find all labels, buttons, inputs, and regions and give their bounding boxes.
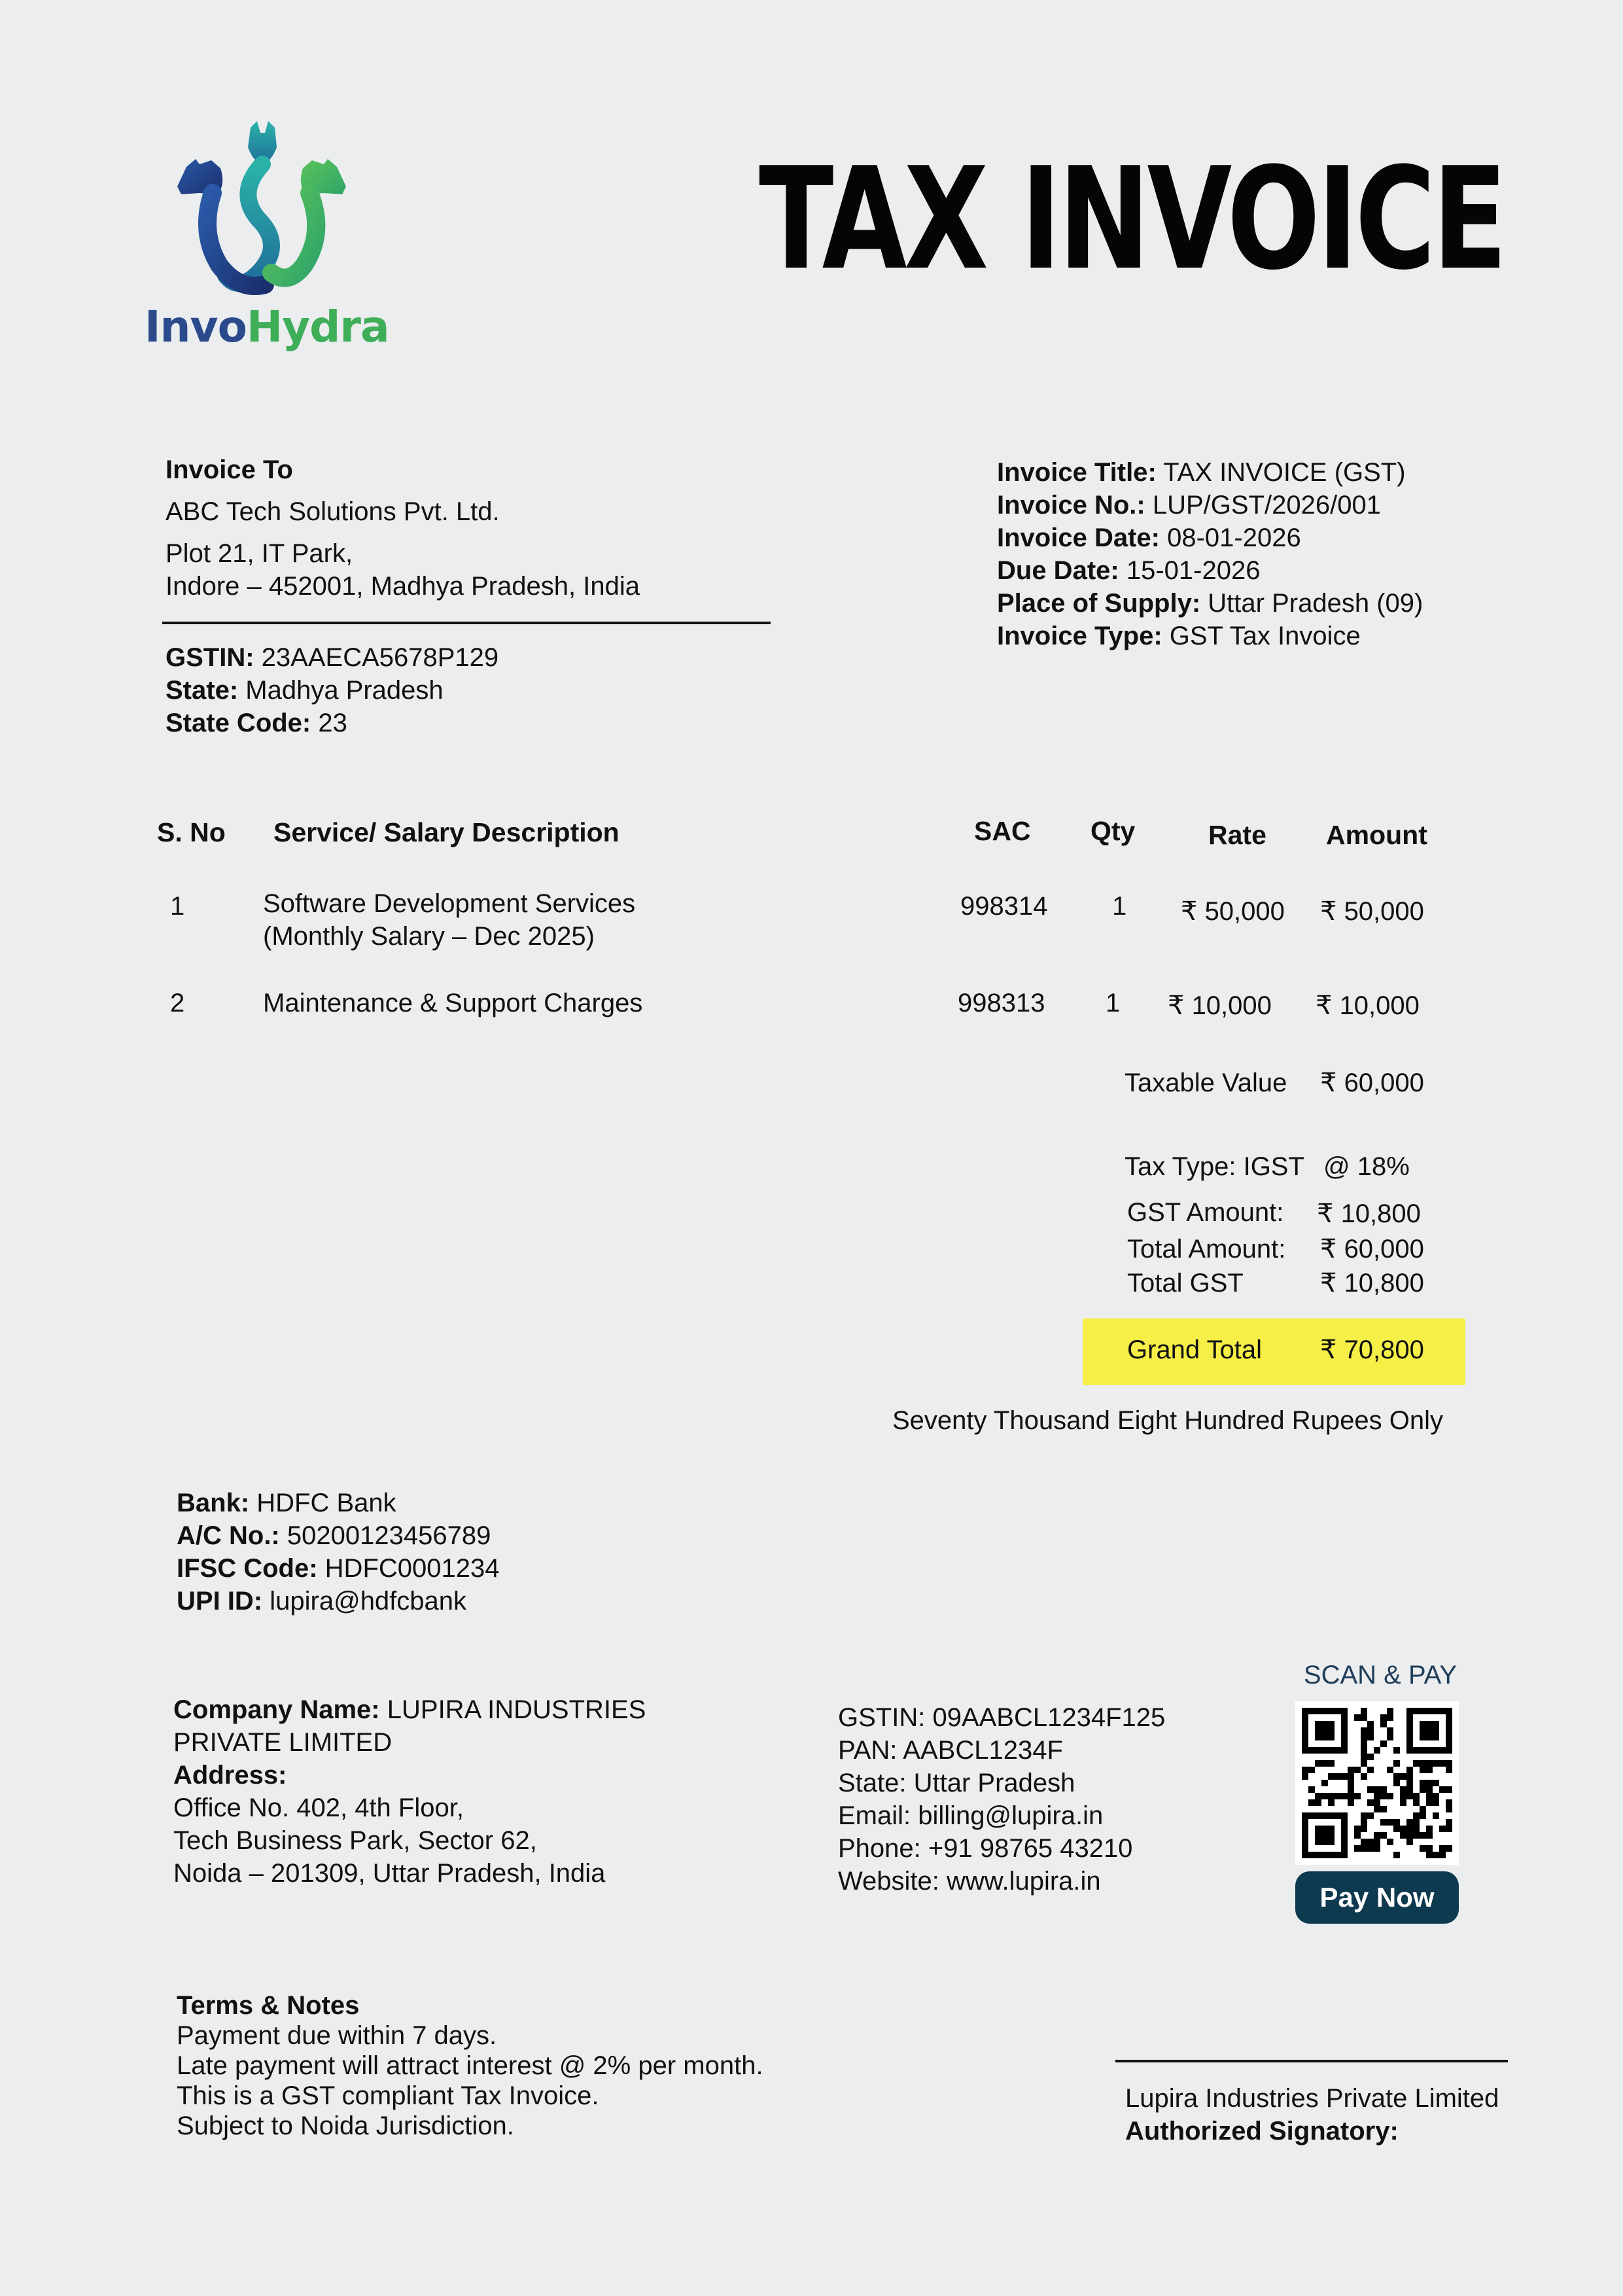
bill-to-tax-info [166,641,754,739]
invoice-date-row: Invoice Date: 08-01-2026 [997,523,1301,552]
bill-to-state-code: State Code: 23 [166,709,347,737]
table-row-1-qty: 1 [1112,892,1127,921]
table-row-1-sno: 1 [170,892,185,921]
bill-to-state: State: Madhya Pradesh [166,676,444,705]
brand-logo [134,121,389,357]
terms-line: This is a GST compliant Tax Invoice. [177,2081,599,2110]
upi-row: UPI ID: lupira@hdfcbank [177,1587,467,1616]
table-row-2-qty: 1 [1106,989,1121,1017]
tax-type-label: Tax Type: IGST [1125,1152,1304,1181]
table-row-2-sno: 2 [170,989,185,1017]
seller-details [173,1693,762,1890]
col-header-description: Service/ Salary Description [273,817,620,847]
gst-amount-label: GST Amount: [1127,1198,1284,1227]
seller-pan: PAN: AABCL1234F [838,1736,1063,1765]
qr-code-icon [1295,1701,1459,1865]
signature-company: Lupira Industries Private Limited [1125,2084,1499,2113]
place-of-supply-row: Place of Supply: Uttar Pradesh (09) [997,589,1423,618]
amount-in-words: Seventy Thousand Eight Hundred Rupees Only [892,1406,1444,1435]
terms-line: Subject to Noida Jurisdiction. [177,2111,514,2140]
seller-address-line2: Tech Business Park, Sector 62, [173,1826,537,1855]
terms-line: Late payment will attract interest @ 2% per month. [177,2051,763,2080]
bill-to-address-line2: Indore – 452001, Madhya Pradesh, India [166,572,640,601]
seller-state: State: Uttar Pradesh [838,1769,1075,1797]
ifsc-row: IFSC Code: HDFC0001234 [177,1554,500,1583]
col-header-sno: S. No [157,817,226,847]
bank-name-row: Bank: HDFC Bank [177,1489,396,1517]
table-row-2-amount: ₹ 10,000 [1316,991,1420,1020]
brand-name: InvoHydra [145,302,389,352]
col-header-qty: Qty [1091,816,1136,846]
seller-name-line2: PRIVATE LIMITED [173,1728,393,1757]
signature-block [1125,2082,1583,2147]
seller-phone: Phone: +91 98765 43210 [838,1834,1133,1863]
terms-heading: Terms & Notes [177,1991,360,2020]
gst-amount: ₹ 10,800 [1317,1199,1421,1228]
invoice-number-row: Invoice No.: LUP/GST/2026/001 [997,491,1381,520]
seller-email: Email: billing@lupira.in [838,1801,1104,1830]
document-title: TAX INVOICE [759,137,1505,301]
pay-now-button[interactable]: Pay Now [1295,1871,1459,1924]
bill-to-divider [162,622,771,624]
table-row-1-sac: 998314 [960,892,1048,921]
bill-to-address-line1: Plot 21, IT Park, [166,539,353,568]
invoice-title-row: Invoice Title: TAX INVOICE (GST) [997,458,1406,487]
grand-total-label: Grand Total [1127,1335,1263,1364]
seller-name-row: Company Name: LUPIRA INDUSTRIES [173,1695,646,1724]
seller-address-line1: Office No. 402, 4th Floor, [173,1793,464,1822]
grand-total: ₹ 70,800 [1320,1335,1424,1364]
account-number-row: A/C No.: 50200123456789 [177,1521,491,1550]
table-row-2-desc: Maintenance & Support Charges [263,989,643,1017]
bill-to-gstin: GSTIN: 23AAECA5678P129 [166,643,499,672]
bill-to-company: ABC Tech Solutions Pvt. Ltd. [166,497,500,526]
payment-qr-code[interactable] [1295,1701,1459,1865]
total-gst-label: Total GST [1127,1269,1244,1298]
table-row-2-rate: ₹ 10,000 [1168,991,1272,1020]
invoice-type-row: Invoice Type: GST Tax Invoice [997,622,1361,650]
total-amount-label: Total Amount: [1127,1235,1286,1263]
table-row-2-sac: 998313 [958,989,1045,1017]
bill-to-section [166,453,754,603]
seller-address-label: Address: [173,1761,287,1790]
taxable-value: ₹ 60,000 [1320,1069,1424,1097]
terms-line: Payment due within 7 days. [177,2021,497,2050]
col-header-amount: Amount [1326,820,1427,850]
scan-pay-label: SCAN & PAY [1303,1661,1457,1689]
col-header-rate: Rate [1208,820,1266,850]
total-gst: ₹ 10,800 [1320,1269,1424,1298]
seller-website: Website: www.lupira.in [838,1867,1101,1896]
taxable-value-label: Taxable Value [1125,1069,1287,1097]
bank-details [177,1487,765,1617]
col-header-sac: SAC [974,816,1031,846]
signature-label: Authorized Signatory: [1125,2117,1399,2146]
table-row-1-desc: Software Development Services (Monthly Salary – Dec 2025) [263,889,636,951]
seller-contact [838,1701,1296,1898]
terms-section [177,1990,962,2141]
hydra-logo-icon [173,121,350,304]
due-date-row: Due Date: 15-01-2026 [997,556,1261,585]
table-row-1-rate: ₹ 50,000 [1181,897,1285,926]
table-row-1-amount: ₹ 50,000 [1320,897,1424,926]
seller-gstin: GSTIN: 09AABCL1234F125 [838,1703,1166,1732]
invoice-meta [997,456,1586,652]
bill-to-heading: Invoice To [166,455,293,484]
signature-line [1115,2060,1508,2062]
tax-rate: @ 18% [1323,1152,1410,1181]
seller-address-line3: Noida – 201309, Uttar Pradesh, India [173,1859,606,1888]
total-amount: ₹ 60,000 [1320,1235,1424,1263]
